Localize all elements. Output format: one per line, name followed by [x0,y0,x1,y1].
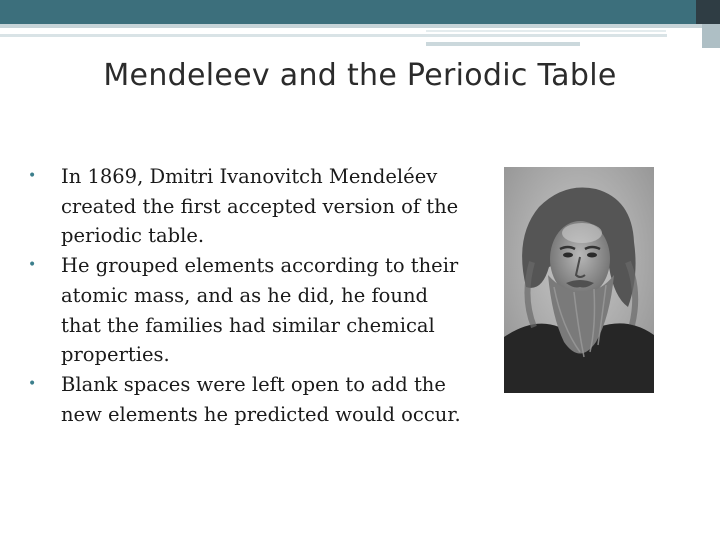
bullet-icon: • [28,375,37,392]
bullet-text: He grouped elements according to their atomic mass, and as he did, he found that the families had similar chemical properties. [61,254,459,367]
header-stripe-thin [426,30,666,32]
header-stripe [0,34,667,37]
bullet-icon: • [28,257,37,274]
bullet-item [28,162,468,251]
bullet-item [28,251,468,370]
bullet-list [28,162,468,429]
header-side-block [702,24,720,48]
header-band-corner [696,0,720,24]
slide-title: Mendeleev and the Periodic Table [103,58,617,93]
bullet-icon: • [28,168,37,184]
bullet-text: Blank spaces were left open to add the new elements he predicted would occur. [61,372,461,426]
mendeleev-portrait-image [504,167,654,393]
header-stripe [0,24,720,28]
header-band [0,0,720,24]
bullet-text: In 1869, Dmitri Ivanovitch Mendeléev created the first accepted version of the periodic table. [61,165,459,248]
bullet-item [28,370,468,429]
header-stripe-accent [426,42,580,46]
